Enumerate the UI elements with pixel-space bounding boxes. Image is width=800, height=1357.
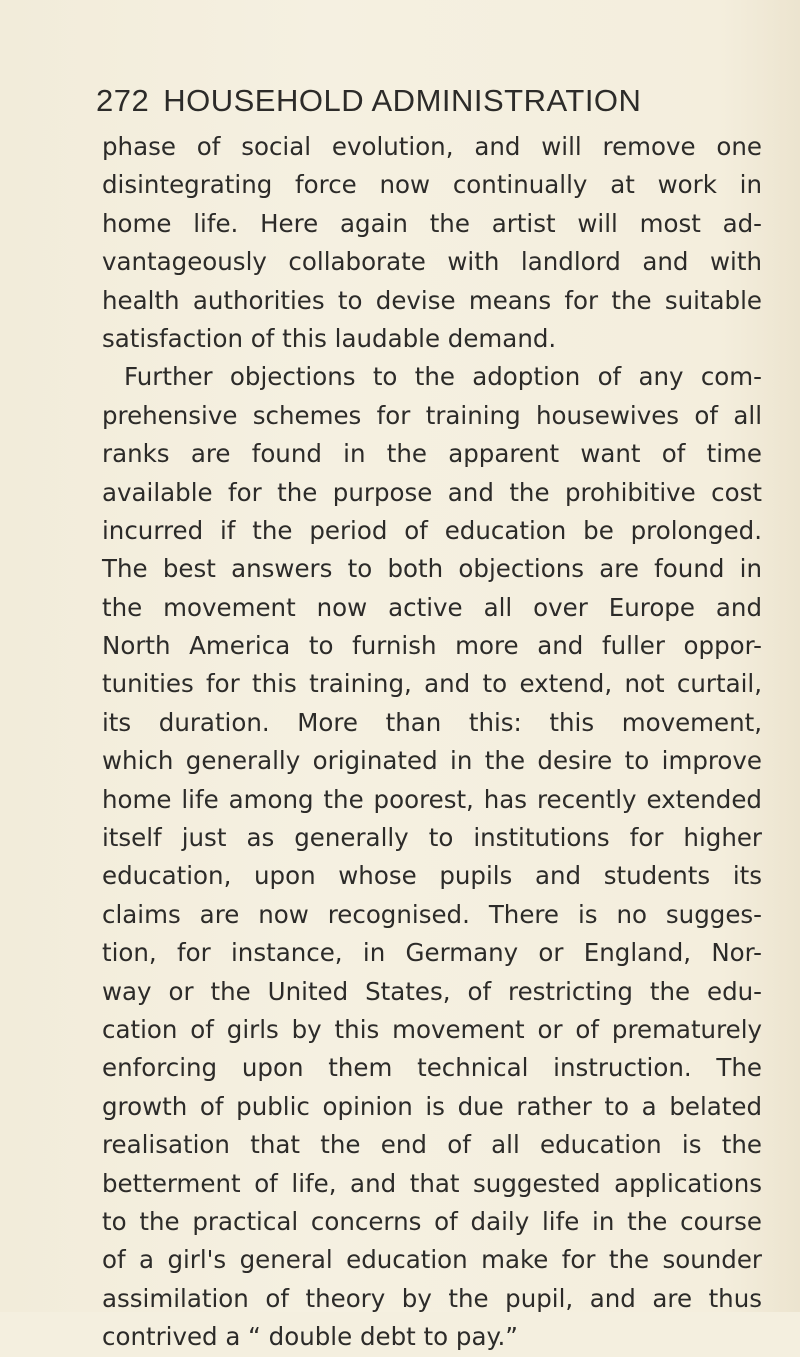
text-line: itself just as generally to institutions for higher [102, 823, 762, 853]
text-line: education, upon whose pupils and students its [102, 861, 762, 891]
text-line: tion, for instance, in Germany or England, Nor- [102, 938, 762, 968]
text-line: of a girl's general education make for the sounder [102, 1245, 762, 1275]
text-line: incurred if the period of education be prolonged. [102, 515, 762, 545]
text-line: cation of girls by this movement or of prematurely [102, 1014, 762, 1044]
text-line: its duration. More than this: this movement, [102, 707, 762, 737]
text-line: betterment of life, and that suggested applications [102, 1168, 762, 1198]
text-line: the movement now active all over Europe and [102, 592, 762, 622]
text-line: Further objections to the adoption of any com- [124, 362, 762, 392]
text-line: ranks are found in the apparent want of time [102, 439, 762, 469]
text-line: North America to furnish more and fuller oppor- [102, 631, 762, 661]
running-title: HOUSEHOLD ADMINISTRATION [163, 83, 642, 118]
text-line: The best answers to both objections are found in [102, 554, 762, 584]
text-line: growth of public opinion is due rather to a belated [102, 1091, 762, 1121]
body-text [102, 128, 762, 1357]
text-line: assimilation of theory by the pupil, and are thus [102, 1283, 762, 1313]
text-line: phase of social evolution, and will remove one [102, 132, 762, 161]
text-line: home life among the poorest, has recently extended [102, 784, 762, 814]
text-line: prehensive schemes for training housewives of all [102, 400, 762, 430]
text-line: vantageously collaborate with landlord and with [102, 247, 762, 277]
page-number: 272 [96, 83, 150, 118]
running-header [96, 83, 641, 119]
text-line: home life. Here again the artist will most ad- [102, 208, 762, 238]
text-line: health authorities to devise means for the suitable [102, 285, 762, 315]
text-line: to the practical concerns of daily life in the course [102, 1206, 762, 1236]
text-line: realisation that the end of all education is the [102, 1130, 762, 1160]
text-line: available for the purpose and the prohibitive cost [102, 477, 762, 507]
text-line: disintegrating force now continually at work in [102, 170, 762, 200]
text-line: which generally originated in the desire to improve [102, 746, 762, 776]
text-line: tunities for this training, and to extend, not curtail, [102, 669, 762, 699]
text-line: claims are now recognised. There is no sugges- [102, 899, 762, 929]
text-line: contrived a “ double debt to pay.” [102, 1322, 518, 1352]
text-line: enforcing upon them technical instruction. The [102, 1053, 762, 1083]
text-line: way or the United States, of restricting the edu- [102, 976, 762, 1006]
text-line: satisfaction of this laudable demand. [102, 323, 557, 353]
